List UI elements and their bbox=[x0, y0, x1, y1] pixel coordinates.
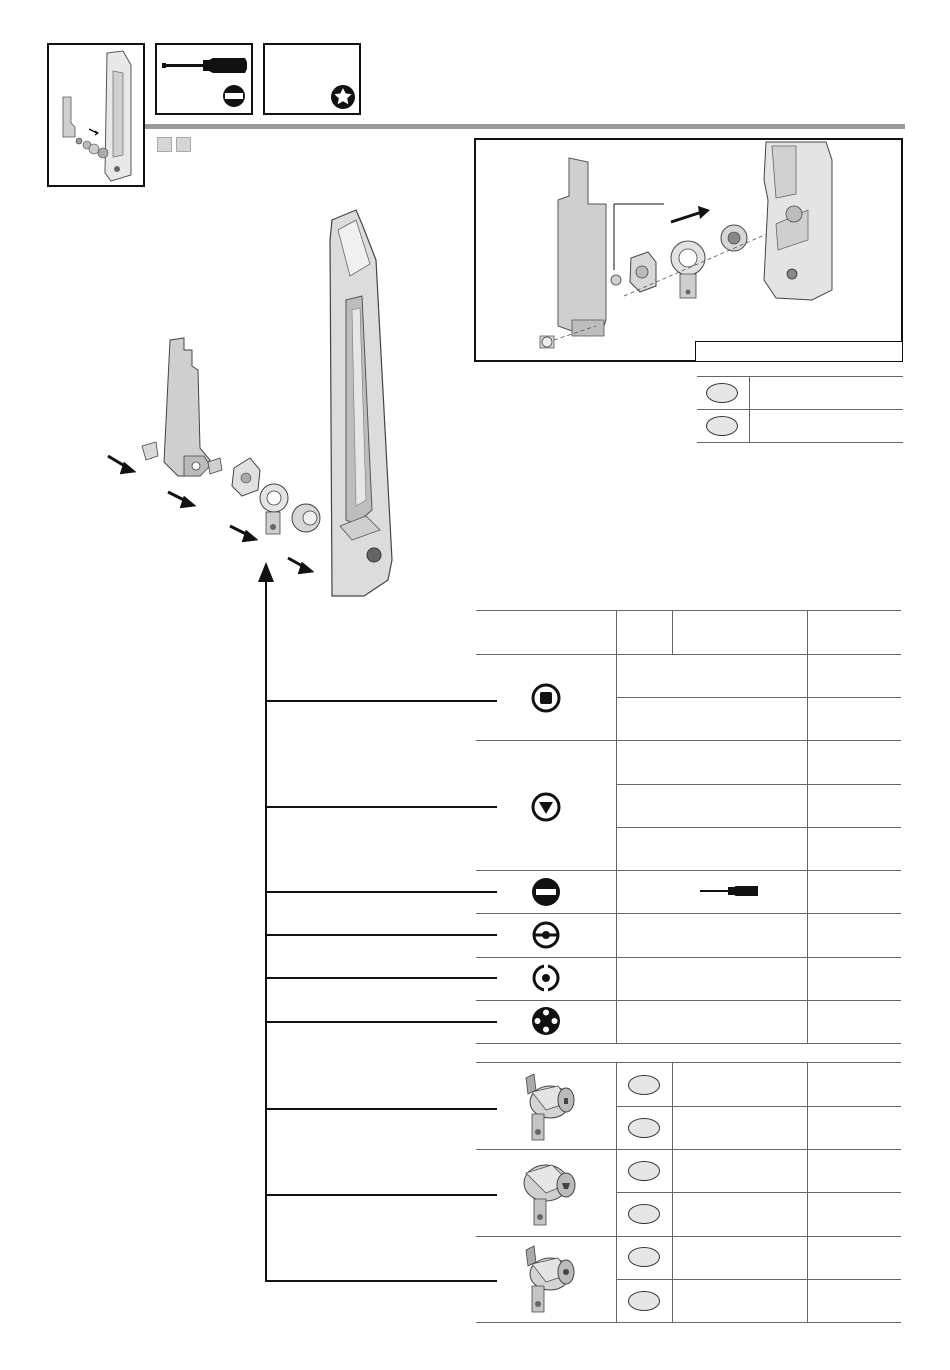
lock-table-line-784 bbox=[616, 784, 901, 785]
lock-table-line-1106 bbox=[616, 1106, 901, 1107]
leader-slot bbox=[265, 891, 497, 893]
cylinder-a-variant-oval-1 bbox=[628, 1075, 660, 1095]
assembly-leader-arrow bbox=[256, 562, 276, 582]
header-rule bbox=[145, 124, 905, 129]
lock-table-col-div-d bbox=[672, 1062, 673, 1322]
lock-table-line-654 bbox=[476, 654, 901, 655]
cylinder-lock-c bbox=[512, 1242, 582, 1316]
assembly-leader-vertical bbox=[265, 580, 267, 1282]
leader-cylinder-c bbox=[265, 1280, 497, 1282]
part-table-bottom bbox=[697, 442, 903, 443]
part-table-top bbox=[697, 376, 903, 377]
bit-tool-box bbox=[263, 43, 361, 115]
cylinder-c-variant-oval-2 bbox=[628, 1291, 660, 1311]
lock-table-col-div-a bbox=[616, 654, 617, 1043]
cylinder-b-variant-oval-2 bbox=[628, 1204, 660, 1224]
lock-table-col-div-c bbox=[616, 1062, 617, 1322]
lock-table-line-1236 bbox=[476, 1236, 901, 1237]
lock-table-line-1279 bbox=[616, 1279, 901, 1280]
cylinder-c-variant-oval-1 bbox=[628, 1247, 660, 1267]
slot-insert-icon bbox=[531, 877, 561, 907]
exploded-assembly-illustration bbox=[100, 200, 420, 600]
part-oval-1 bbox=[706, 383, 738, 403]
step-marker-1 bbox=[157, 137, 172, 152]
cylinder-a-variant-oval-2 bbox=[628, 1118, 660, 1138]
flat-screwdriver-icon bbox=[162, 58, 247, 73]
lock-table-top bbox=[476, 610, 901, 611]
part-table-divider bbox=[749, 376, 750, 443]
lock-table-line-827 bbox=[616, 827, 901, 828]
lock-table-header-div-1 bbox=[616, 610, 617, 654]
lock-table-line-697 bbox=[616, 697, 901, 698]
torx-bit-icon bbox=[331, 85, 355, 109]
four-point-insert-icon bbox=[531, 1006, 561, 1036]
detail-caption-box bbox=[695, 341, 903, 362]
lock-table-line-1149 bbox=[476, 1149, 901, 1150]
slot-type-icon bbox=[223, 85, 245, 107]
overview-thumbnail bbox=[47, 43, 145, 187]
lock-table-line-1043 bbox=[476, 1043, 901, 1044]
lock-table-line-957 bbox=[476, 957, 901, 958]
step-marker-2 bbox=[176, 137, 191, 152]
lock-table-header-div-2 bbox=[672, 610, 673, 654]
detail-view bbox=[474, 138, 903, 362]
lock-table-col-div-e bbox=[807, 1062, 808, 1322]
lock-table-line-870 bbox=[476, 870, 901, 871]
leader-cylinder-a bbox=[265, 1108, 497, 1110]
screwdriver-tool-box bbox=[155, 43, 253, 115]
lock-table-line-1192 bbox=[616, 1192, 901, 1193]
lock-table-line-740 bbox=[476, 740, 901, 741]
part-oval-2 bbox=[706, 416, 738, 436]
leader-double-bit bbox=[265, 934, 497, 936]
lock-table-bottom bbox=[476, 1322, 901, 1323]
double-bit-insert-icon bbox=[531, 920, 561, 950]
leader-triangle bbox=[265, 806, 497, 808]
half-moon-insert-icon bbox=[531, 963, 561, 993]
lock-table-line-1000 bbox=[476, 1000, 901, 1001]
lock-table-col-div-b bbox=[807, 654, 808, 1043]
leader-half-moon bbox=[265, 977, 497, 979]
screwdriver-icon bbox=[698, 883, 760, 899]
leader-cylinder-b bbox=[265, 1194, 497, 1196]
lock-table-line-913 bbox=[476, 913, 901, 914]
cylinder-lock-a bbox=[512, 1070, 582, 1144]
leader-square bbox=[265, 700, 497, 702]
triangle-insert-icon bbox=[531, 792, 561, 822]
lock-table-line-1062 bbox=[476, 1062, 901, 1063]
lock-table-header-div-3 bbox=[807, 610, 808, 654]
cylinder-lock-b bbox=[512, 1155, 582, 1229]
leader-four-point bbox=[265, 1021, 497, 1023]
cylinder-b-variant-oval-1 bbox=[628, 1161, 660, 1181]
square-insert-icon bbox=[531, 683, 561, 713]
part-table-mid bbox=[697, 409, 903, 410]
